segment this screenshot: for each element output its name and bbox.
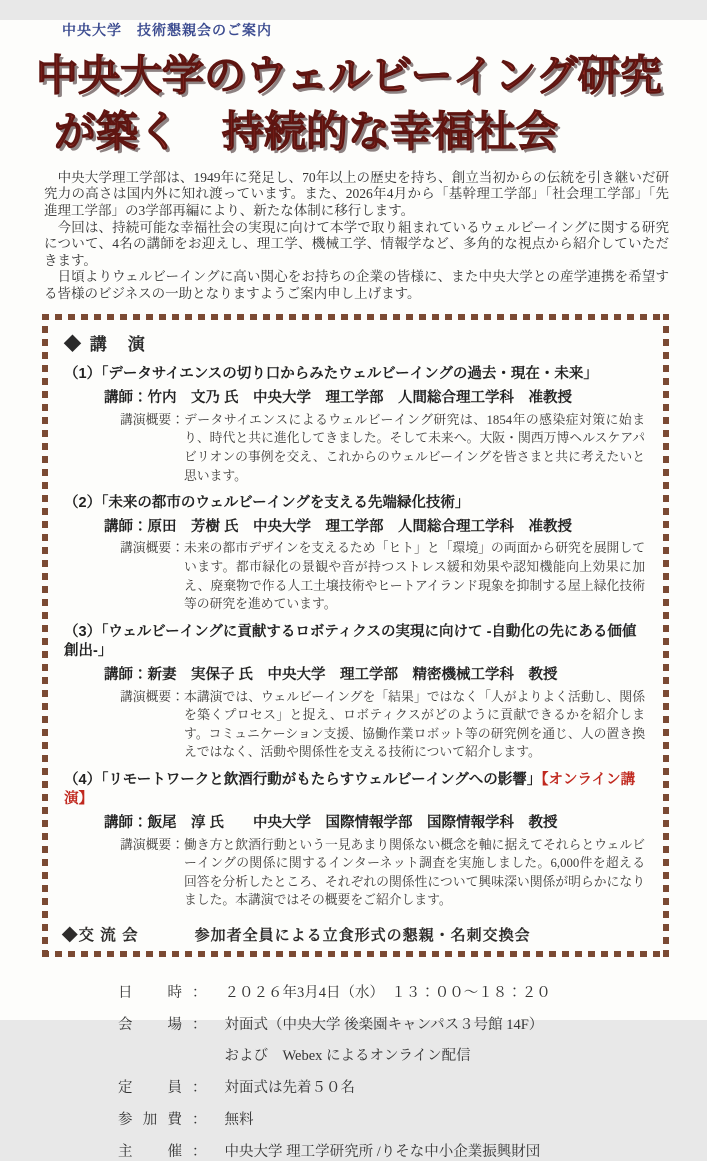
lecture-2-lecturer: 講師：原田 芳樹 氏 中央大学 理工学部 人間総合理工学科 准教授 [104,518,573,535]
info-value-fee: 無料 [224,1111,254,1128]
info-label-capacity: 定員 [118,1079,182,1096]
document-header-note: 中央大学 技術懇親会のご案内 [62,22,272,38]
box-border-bottom [42,951,669,957]
lecture-1-abstract-text: データサイエンスによるウェルビーイング研究は、1854年の感染症対策に始まり、時代と共に進化してきました。そして未来へ。大阪・関西万博ヘルスケアパビリオンの事例を交え、これからのウェルビーイングを皆さまと共に考えたいと思います。 [183,412,645,483]
lecture-3-abstract [120,688,645,762]
info-label-fee: 参加費 [118,1111,182,1128]
lectures-box [42,314,669,957]
info-value-venue-line2: および Webex によるオンライン配信 [224,1047,471,1064]
info-label-venue: 会場 [118,1016,182,1033]
box-border-right [663,314,669,957]
info-colon: ： [192,1111,207,1128]
lecture-2-abstract-text: 未来の都市デザインを支えるため「ヒト」と「環境」の両面から研究を展開しています。都市緑化の景観や音が持つストレス緩和効果や認知機能向上効果に加え、廃棄物で作る人工土壌技術やヒートアイランド現象を抑制する屋上緑化技術等の研究を進めています。 [183,541,645,612]
lecture-1-title: （1）「データサイエンスの切り口からみたウェルビーイングの過去・現在・未来」 [64,366,598,383]
exchange-text: 参加者全員による立食形式の懇親・名刺交換会 [194,926,531,944]
intro-paragraph-1: 中央大学理工学部は、1949年に発足し、70年以上の歴史を持ち、創立当初からの伝統を引き継いだ研究力の高さは国内外に知れ渡っています。また、2026年4月から「基幹理工学部」「社会理工学部」「先進理工学部」の3学部再編により、新たな体制に移行します。 [44,169,669,218]
abstract-label: 講演概要： [120,837,184,852]
info-colon: ： [192,984,207,1001]
page-title [36,48,707,160]
lectures-heading: ◆ 講 演 [64,335,147,355]
lecture-item-4 [58,771,647,910]
info-value-venue [225,1013,544,1065]
info-value-organizer: 中央大学 理工学研究所 /りそな中小企業振興財団 [224,1143,541,1160]
lecture-4-abstract [120,836,645,910]
info-row-venue [118,1013,707,1065]
info-row-organizer [118,1140,707,1161]
lecture-item-1 [58,365,647,485]
info-colon: ： [192,1016,207,1033]
lecture-4-lecturer: 講師：飯尾 淳 氏 中央大学 国際情報学部 国際情報学科 教授 [104,814,558,831]
box-border-left [42,314,48,957]
info-row-datetime [118,981,707,1002]
abstract-label: 講演概要： [120,412,184,427]
lecture-item-2 [58,494,647,614]
box-border-top [42,314,669,320]
page-title-line1: 中央大学のウェルビーイング研究 [36,52,662,99]
lecture-3-title: （3）「ウェルビーイングに貢献するロボティクスの実現に向けて -自動化の先にある価値創出-」 [64,623,637,660]
exchange-heading: ◆交 流 会 [62,926,139,944]
page-title-line2: が築く 持続的な幸福社会 [54,107,559,155]
abstract-label: 講演概要： [120,689,184,704]
info-colon: ： [192,1143,207,1160]
lecture-3-lecturer: 講師：新妻 実保子 氏 中央大学 理工学部 精密機械工学科 教授 [104,666,558,683]
abstract-label: 講演概要： [120,541,184,556]
intro-paragraph-2: 今回は、持続可能な幸福社会の実現に向けて本学で取り組まれているウェルビーイングに関する研究について、4名の講師をお迎えし、理工学、機械工学、情報学など、多角的な視点から紹介していただきます。 [44,219,669,268]
info-value-venue-line1: 対面式（中央大学 後楽園キャンパス３号館 14F） [224,1016,544,1033]
info-value-capacity: 対面式は先着５０名 [224,1079,355,1096]
lecture-3-abstract-text: 本講演では、ウェルビーイングを「結果」ではなく「人がよりよく活動し、関係を築くプロセス」と捉え、ロボティクスがどのように貢献できるかを紹介します。コミュニケーション支援、協働作業ロボット等の研究例を通じ、人の置き換えではなく、活動や関係性を支える技術について紹介します。 [183,689,645,760]
flyer-page [0,20,707,1160]
lecture-2-abstract [120,539,645,613]
lecture-item-3 [58,623,647,762]
lecture-2-title: （2）「未来の都市のウェルビーイングを支える先端緑化技術」 [64,495,470,512]
exchange-row [62,923,647,945]
info-value-datetime: ２０２６年3月4日（水） １３：００～１８：２０ [224,984,551,1001]
lecture-4-title [64,771,647,810]
intro-paragraph-3: 日頃よりウェルビーイングに高い関心をお持ちの企業の皆様に、また中央大学との産学連携を希望する皆様のビジネスの一助となりますようご案内申し上げます。 [44,269,669,301]
info-colon: ： [192,1079,207,1096]
lecture-1-abstract [120,411,645,485]
lecture-1-lecturer: 講師：竹内 文乃 氏 中央大学 理工学部 人間総合理工学科 准教授 [104,390,573,407]
info-label-organizer: 主催 [118,1143,182,1160]
intro-paragraphs [44,170,669,303]
online-lecture-badge: 【オンライン講演】 [64,771,636,808]
info-label-datetime: 日時 [118,984,182,1001]
info-row-capacity [118,1076,707,1097]
lecture-4-abstract-text: 働き方と飲酒行動という一見あまり関係ない概念を軸に据えてそれらとウェルビーイングの関係に関するインターネット調査を実施しました。6,000件を超える回答を分析したところ、それぞれの関係性について興味深い関係が明らかになりました。本講演ではその概要をご紹介します。 [183,837,645,908]
event-info [118,981,707,1161]
info-row-fee [118,1108,707,1129]
lecture-4-title-text: （4）「リモートワークと飲酒行動がもたらすウェルビーイングへの影響」 [64,771,542,788]
